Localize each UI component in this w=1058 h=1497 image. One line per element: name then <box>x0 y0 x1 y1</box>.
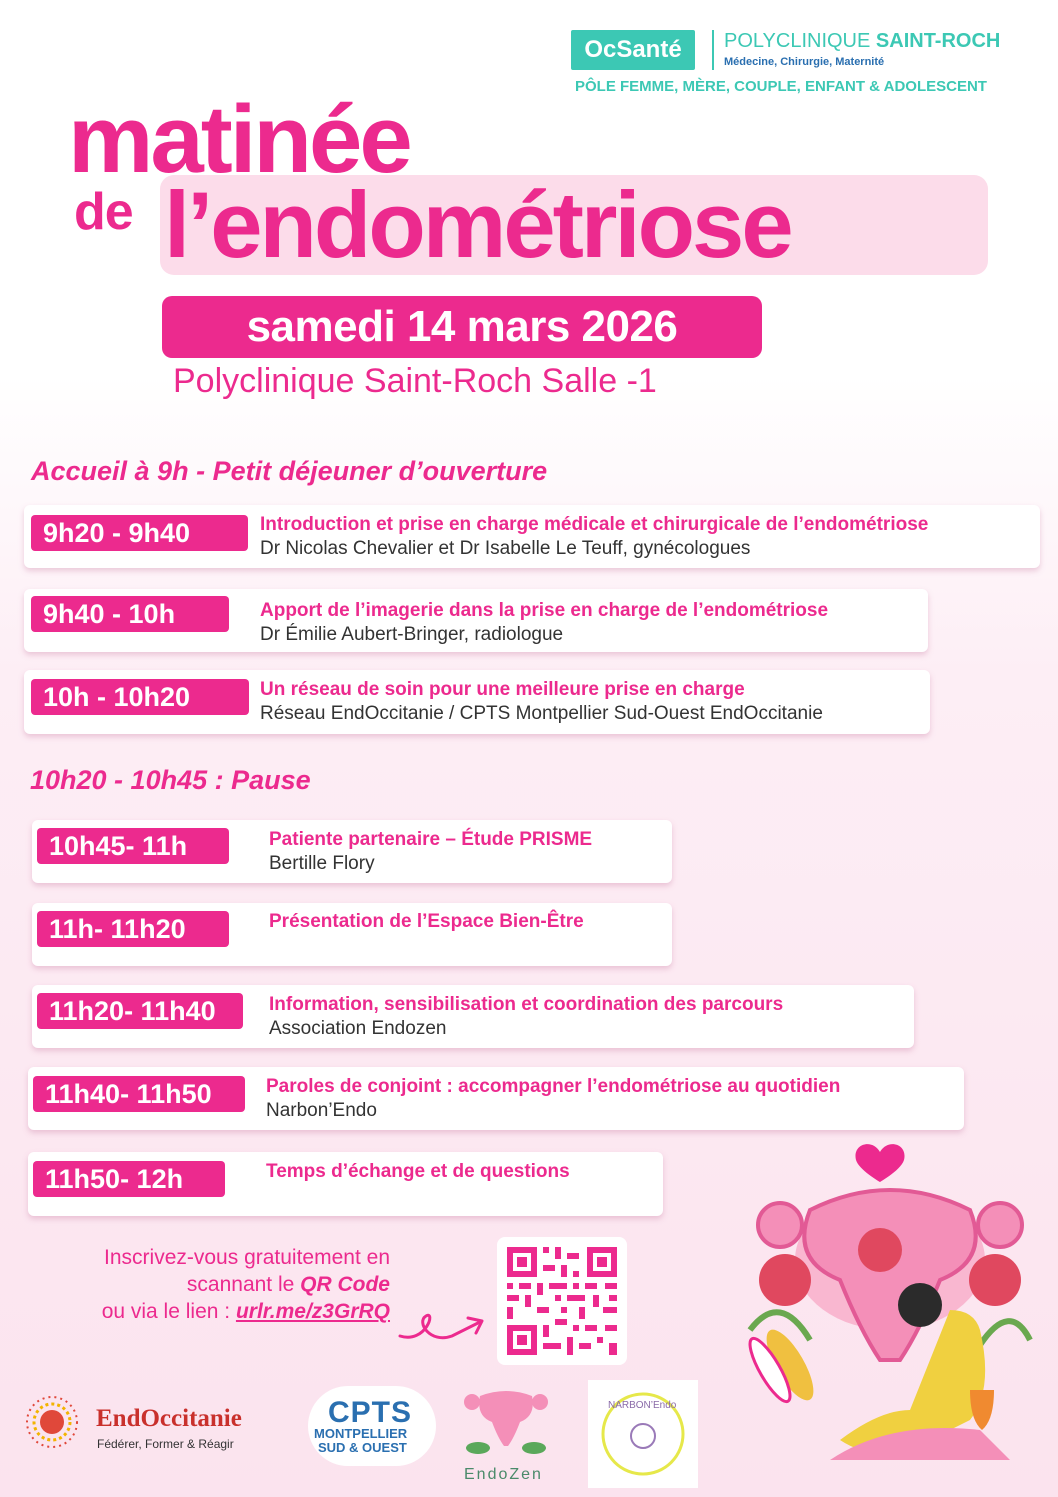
program-card <box>28 1152 663 1216</box>
program-card <box>32 985 914 1048</box>
time-badge: 9h20 - 9h40 <box>31 515 248 551</box>
header-separator <box>712 30 714 70</box>
endozen-name: EndoZen <box>464 1466 543 1483</box>
registration-link[interactable]: urlr.me/z3GrRQ <box>235 1300 390 1323</box>
qr-code[interactable] <box>497 1237 627 1365</box>
registration-line2 <box>24 1271 390 1298</box>
endoccitanie-tagline: Fédérer, Former & Réagir <box>97 1437 234 1451</box>
registration-line3 <box>24 1298 390 1325</box>
program-card <box>24 505 1040 568</box>
talk-title: Patiente partenaire – Étude PRISME <box>269 829 593 850</box>
time-badge: 9h40 - 10h <box>31 596 229 632</box>
talk-speaker: Association Endozen <box>269 1018 447 1039</box>
qr-code-icon <box>497 1237 627 1365</box>
registration-line3a: ou via le lien : <box>101 1300 236 1323</box>
program-card <box>24 670 930 734</box>
title-de: de <box>74 183 133 241</box>
program-card <box>32 903 672 966</box>
pole-label: PÔLE FEMME, MÈRE, COUPLE, ENFANT & ADOLESCENT <box>575 78 987 95</box>
talk-title: Apport de l’imagerie dans la prise en charge de l’endométriose <box>260 600 829 621</box>
clinic-subtitle: Médecine, Chirurgie, Maternité <box>724 56 885 68</box>
narbon-name: NARBON’Endo <box>608 1400 677 1411</box>
talk-title: Temps d’échange et de questions <box>266 1161 570 1182</box>
time-badge: 10h - 10h20 <box>31 679 249 715</box>
talk-title: Présentation de l’Espace Bien-Être <box>269 911 584 932</box>
event-venue: Polyclinique Saint-Roch Salle -1 <box>173 362 657 400</box>
arrow-icon <box>396 1300 488 1348</box>
ocsante-logo: OcSanté <box>571 30 695 70</box>
registration-line2a: scannant le <box>186 1273 301 1296</box>
talk-title: Paroles de conjoint : accompagner l’endométriose au quotidien <box>266 1076 841 1097</box>
cpts-sub1: MONTPELLIER <box>314 1426 408 1441</box>
narbon-circle-icon <box>588 1380 698 1488</box>
talk-speaker: Réseau EndOccitanie / CPTS Montpellier Sud-Ouest EndOccitanie <box>260 703 823 724</box>
talk-speaker: Dr Nicolas Chevalier et Dr Isabelle Le Teuff, gynécologues <box>260 538 751 559</box>
title-line1: matinée <box>68 86 410 193</box>
endoccitanie-sun-icon <box>22 1392 82 1452</box>
heart-icon <box>855 1144 904 1182</box>
time-badge: 11h20- 11h40 <box>37 993 243 1029</box>
narbon-endo-logo <box>588 1380 698 1488</box>
endoccitanie-name: EndOccitanie <box>96 1405 242 1432</box>
clinic-name-bold: SAINT-ROCH <box>875 30 1001 52</box>
cpts-sub2: SUD & OUEST <box>318 1440 407 1455</box>
program-card <box>24 589 928 652</box>
registration-text <box>24 1244 390 1325</box>
event-date: samedi 14 mars 2026 <box>162 296 762 358</box>
title-line2: l’endométriose <box>164 172 791 277</box>
section-pause: 10h20 - 10h45 : Pause <box>30 765 311 795</box>
registration-line1: Inscrivez-vous gratuitement en <box>104 1246 390 1269</box>
section-welcome: Accueil à 9h - Petit déjeuner d’ouverture <box>31 456 548 486</box>
time-badge: 10h45- 11h <box>37 828 229 864</box>
time-badge: 11h50- 12h <box>33 1161 225 1197</box>
cpts-name: CPTS <box>328 1396 413 1429</box>
time-badge: 11h40- 11h50 <box>33 1076 245 1112</box>
talk-title: Introduction et prise en charge médicale et chirurgicale de l’endométriose <box>260 514 929 535</box>
clinic-name <box>724 30 1000 53</box>
program-card <box>28 1067 964 1130</box>
talk-title: Information, sensibilisation et coordination des parcours <box>269 994 784 1015</box>
talk-speaker: Dr Émilie Aubert-Bringer, radiologue <box>260 624 564 645</box>
talk-speaker: Narbon’Endo <box>266 1100 377 1121</box>
endometriosis-illustration <box>740 1130 1050 1490</box>
program-card <box>32 820 672 883</box>
talk-title: Un réseau de soin pour une meilleure prise en charge <box>260 679 745 700</box>
qr-label: QR Code <box>300 1273 390 1296</box>
clinic-prefix: POLYCLINIQUE <box>724 30 876 52</box>
cpts-logo <box>308 1386 436 1466</box>
endozen-uterus-icon <box>458 1382 554 1462</box>
talk-speaker: Bertille Flory <box>269 853 375 874</box>
time-badge: 11h- 11h20 <box>37 911 229 947</box>
